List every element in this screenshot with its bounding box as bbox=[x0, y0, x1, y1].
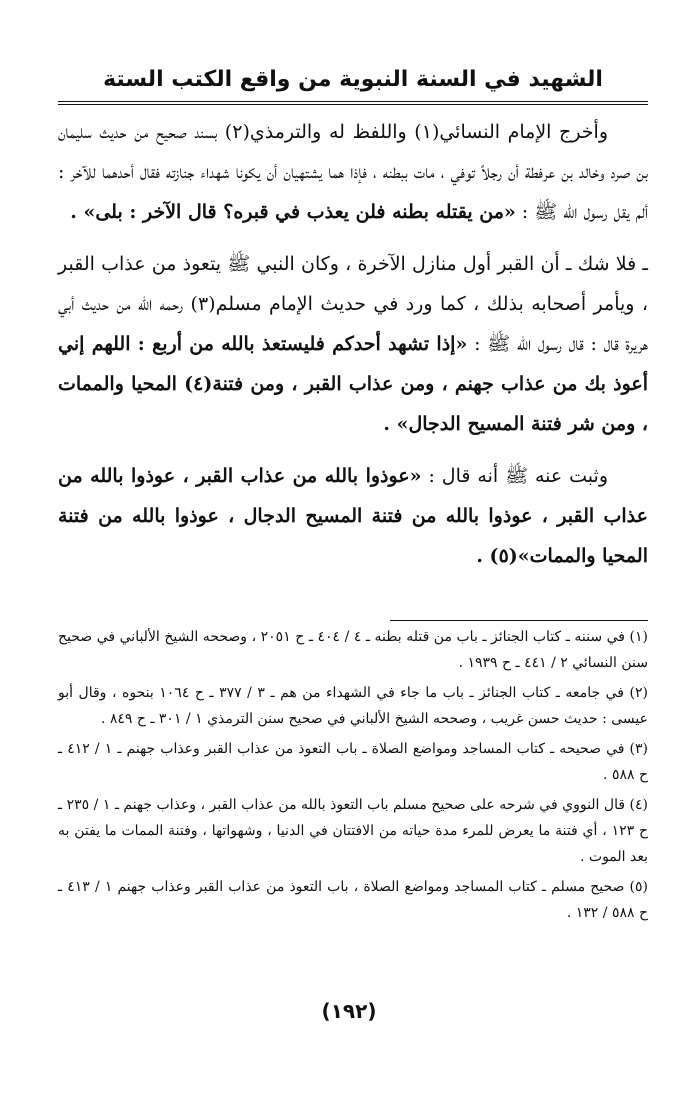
paragraph-3-text: وثبت عنه ﷺ أنه قال : bbox=[428, 465, 608, 487]
paragraph-1-quote: «من يقتله بطنه فلن يعذب في قبره؟ قال الآخر : بلى» . bbox=[70, 201, 516, 223]
paragraph-2-quote: «إذا تشهد أحدكم فليستعذ بالله من أربع : اللهم إني أعوذ بك من عذاب جهنم ، ومن عذاب القبر ، ومن فتنة(٤) المحيا والممات ، ومن شر فتنة المسيح الدجال» . bbox=[58, 333, 649, 435]
footnote-separator bbox=[390, 620, 648, 621]
footnote-2: (٢) في جامعه ـ كتاب الجنائز ـ باب ما جاء في الشهداء من هم ـ ٣ / ٣٧٧ ـ ح ١٠٦٤ بنحوه ، وقال أبو عيسى : حديث حسن غريب ، وصححه الشيخ الألباني في صحيح سنن الترمذي ١ / ٣٠١ ـ ح ٨٤٩ . bbox=[58, 685, 648, 727]
footnote-1: (١) في سننه ـ كتاب الجنائز ـ باب من قتله بطنه ـ ٤ / ٤٠٤ ـ ح ٢٠٥١ ، وصححه الشيخ الألباني في صحيح سنن النسائي ٢ / ٤٤١ ـ ح ١٩٣٩ . bbox=[58, 629, 648, 671]
paragraph-1-text: وأخرج الإمام النسائي(١) واللفظ له والترمذي(٢) بسند صحيح من حديث سليمان بن صرد وخالد بن عرفطة أن رجلاً توفي ، مات ببطنه ، فإذا هما يشتهيان أن يكونا شهداء جنازته فقال أحدهما للآخر : ألم يقل رسول الله ﷺ : bbox=[58, 121, 648, 223]
footnote-4: (٤) قال النووي في شرحه على صحيح مسلم باب التعوذ بالله من عذاب القبر ، وعذاب جهنم ـ ١ / ٢٣٥ ـ ح ١٢٣ ، أي فتنة ما يعرض للمرء مدة حياته من الافتتان في الدنيا ، وشهواتها ، وفتنة الممات ما يفتن به بعد الموت . bbox=[58, 797, 648, 865]
footnote-5: (٥) صحيح مسلم ـ كتاب المساجد ومواضع الصلاة ، باب التعوذ من عذاب القبر وعذاب جهنم ١ / ٤١٣ ـ ح ٥٨٨ / ١٣٢ . bbox=[58, 879, 649, 921]
header-rule-bottom bbox=[58, 104, 648, 105]
main-text bbox=[58, 112, 648, 588]
paragraph-3 bbox=[58, 456, 648, 576]
running-header-title: الشهيد في السنة النبوية من واقع الكتب الستة bbox=[103, 67, 603, 92]
page-number: (١٩٢) bbox=[321, 999, 377, 1023]
paragraph-1 bbox=[58, 112, 648, 232]
paragraph-2-text: ـ فلا شك ـ أن القبر أول منازل الآخرة ، وكان النبي ﷺ يتعوذ من عذاب القبر ، ويأمر أصحابه بذلك ، كما ورد في حديث الإمام مسلم(٣) رحمه الله من حديث أبي هريرة قال : قال رسول الله ﷺ : bbox=[58, 253, 649, 355]
paragraph-3-quote: «عوذوا بالله من عذاب القبر ، عوذوا بالله من عذاب القبر ، عوذوا بالله من فتنة المسيح الدجال ، عوذوا بالله من فتنة المحيا والممات»(٥) . bbox=[58, 465, 648, 567]
footnotes bbox=[58, 624, 648, 930]
paragraph-2 bbox=[58, 244, 648, 444]
header-rule-top bbox=[58, 101, 648, 102]
footnote-3: (٣) في صحيحه ـ كتاب المساجد ومواضع الصلاة ـ باب التعوذ من عذاب القبر وعذاب جهنم ـ ١ / ٤١٢ ـ ح ٥٨٨ . bbox=[58, 741, 648, 783]
